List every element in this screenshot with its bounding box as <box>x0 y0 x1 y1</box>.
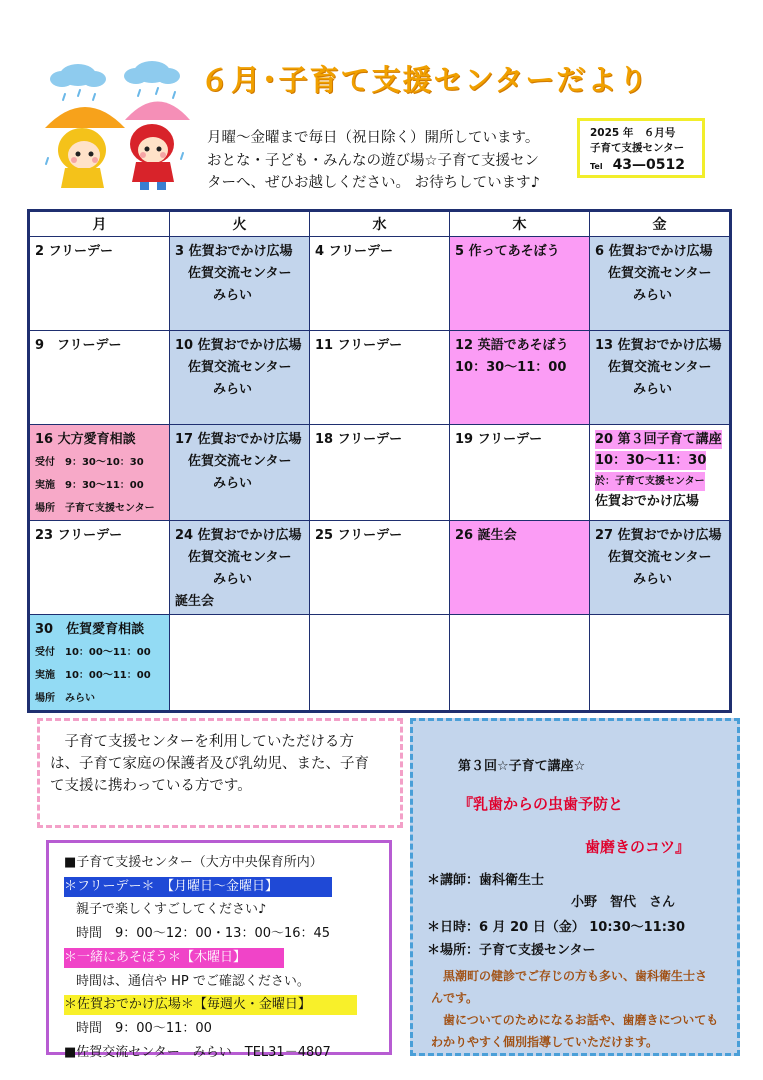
desc-line: 歯についてのためになるお話や、歯磨きについても <box>431 1013 719 1027</box>
issue-info-box <box>577 118 705 178</box>
day-event: 25 フリーデー <box>315 528 403 543</box>
day-cell <box>450 425 590 521</box>
day-cell <box>29 615 170 712</box>
day-event-location: 於：子育て支援センター <box>595 472 705 491</box>
day-event: 27 佐賀おでかけ広場 <box>595 528 722 543</box>
day-event: 23 フリーデー <box>35 528 123 543</box>
day-cell <box>170 521 310 615</box>
weekday-thu: 木 <box>450 211 590 237</box>
day-event-location: みらい <box>633 382 673 397</box>
day-cell <box>170 237 310 331</box>
intro-line: 月曜～金曜まで毎日（祝日除く）開所しています。 <box>207 130 540 146</box>
day-cell <box>170 425 310 521</box>
day-event-location: 佐賀交流センター <box>608 360 712 375</box>
desc-line: 黒潮町の健診でご存じの方も多い、歯科衛生士さ <box>431 969 708 983</box>
saga-center-contact: ■佐賀交流センター みらい TEL31－4807 <box>64 1044 331 1060</box>
center-heading: ■子育て支援センター（大方中央保育所内） <box>64 855 323 870</box>
center-info-box <box>46 840 392 1060</box>
day-event: 佐賀おでかけ広場 <box>595 494 699 509</box>
day-cell-empty <box>450 615 590 712</box>
day-event-location: みらい <box>213 288 253 303</box>
free-day-desc: 親子で楽しくすごしてください♪ <box>76 902 267 918</box>
day-cell <box>29 237 170 331</box>
day-cell <box>590 425 731 521</box>
day-event-detail: 場所 みらい <box>35 693 95 704</box>
day-event-location: みらい <box>633 572 673 587</box>
intro-text <box>207 127 577 195</box>
children-umbrella-illustration <box>40 58 190 193</box>
intro-line: おとな・子ども・みんなの遊び場☆子育て支援セン <box>207 152 539 169</box>
day-event: 2 フリーデー <box>35 244 114 259</box>
june-calendar <box>27 209 732 713</box>
day-event-location: 佐賀交流センター <box>188 266 292 281</box>
week-row <box>29 615 731 712</box>
day-cell <box>310 331 450 425</box>
lecture-date: ＊日時：6 月 20 日（金） 10:30～11:30 <box>427 920 686 935</box>
weekday-header-row <box>29 211 731 237</box>
day-event: 24 佐賀おでかけ広場 <box>175 528 302 543</box>
note-line: は、子育て家庭の保護者及び乳幼児、また、子育 <box>50 756 369 772</box>
day-event: 19 フリーデー <box>455 432 543 447</box>
day-event-location: 佐賀交流センター <box>188 454 292 469</box>
lecture-box <box>410 718 740 1056</box>
day-event: 18 フリーデー <box>315 432 403 447</box>
day-event-detail: 受付 9：30～10：30 <box>35 457 144 468</box>
weekday-tue: 火 <box>170 211 310 237</box>
phone-number <box>590 156 702 176</box>
note-line: 子育て支援センターを利用していただける方 <box>50 734 354 750</box>
day-event: 10 佐賀おでかけ広場 <box>175 338 302 353</box>
lecture-subject: 歯磨きのコツ』 <box>585 838 691 856</box>
day-cell <box>29 331 170 425</box>
day-event: 9 フリーデー <box>35 338 122 353</box>
day-event: 6 佐賀おでかけ広場 <box>595 244 713 259</box>
intro-line: ターへ、ぜひお越しください。 お待ちしています♪ <box>207 175 540 191</box>
day-event-location: みらい <box>213 572 253 587</box>
org-name: 子育て支援センター <box>590 142 685 154</box>
week-row <box>29 425 731 521</box>
issue-date: 2025 年 ６月号 <box>590 127 676 139</box>
day-event: 5 作ってあそぼう <box>455 244 560 259</box>
play-together-desc: 時間は、通信や HP でご確認ください。 <box>76 973 310 989</box>
day-event-location: みらい <box>633 288 673 303</box>
week-row <box>29 521 731 615</box>
lecturer-name: 小野 智代 さん <box>571 895 676 910</box>
day-event: 12 英語であそぼう <box>455 338 569 353</box>
day-event: 11 フリーデー <box>315 338 403 353</box>
day-cell-empty <box>170 615 310 712</box>
week-row <box>29 331 731 425</box>
weekday-fri: 金 <box>590 211 731 237</box>
lecturer-label: ＊講師：歯科衛生士 <box>427 873 545 888</box>
saga-plaza-band: ＊佐賀おでかけ広場＊【毎週火・金曜日】 <box>64 995 357 1015</box>
weekday-wed: 水 <box>310 211 450 237</box>
tel-label: Tel <box>590 162 603 171</box>
day-cell <box>310 425 450 521</box>
day-cell <box>450 237 590 331</box>
tel-value: 43—0512 <box>612 157 686 173</box>
day-event-time: 10：30～11：00 <box>455 360 567 375</box>
day-cell <box>29 521 170 615</box>
lecture-title: 第３回☆子育て講座☆ <box>458 759 586 774</box>
day-event-location: 佐賀交流センター <box>188 360 292 375</box>
day-cell <box>590 331 731 425</box>
day-event: 20 第３回子育て講座 <box>595 432 722 447</box>
eligibility-note <box>37 718 403 828</box>
day-event-detail: 場所 子育て支援センター <box>35 503 155 514</box>
note-line: て支援に携わっている方です。 <box>50 778 252 794</box>
saga-plaza-time: 時間 9：00～11：00 <box>76 1020 212 1036</box>
desc-line: んです。 <box>431 991 479 1005</box>
lecture-subject: 『乳歯からの虫歯予防と <box>458 795 624 813</box>
day-event: 3 佐賀おでかけ広場 <box>175 244 293 259</box>
lecture-description <box>431 965 736 1053</box>
day-cell <box>590 521 731 615</box>
day-cell <box>450 521 590 615</box>
day-cell <box>450 331 590 425</box>
day-cell <box>170 331 310 425</box>
day-cell <box>590 237 731 331</box>
day-event: 13 佐賀おでかけ広場 <box>595 338 722 353</box>
day-event-detail: 実施 9：30～11：00 <box>35 480 144 491</box>
day-event: 26 誕生会 <box>455 528 517 543</box>
day-cell <box>29 425 170 521</box>
day-event-detail: 受付 10：00～11：00 <box>35 647 151 658</box>
free-day-time: 時間 9：00～12：00・13：00～16：45 <box>76 926 331 942</box>
newsletter-title: ６月･子育て支援センターだより <box>200 63 650 97</box>
day-event-location: みらい <box>213 476 253 491</box>
day-event: 17 佐賀おでかけ広場 <box>175 432 302 447</box>
day-event: 16 大方愛育相談 <box>35 432 136 447</box>
day-event: 30 佐賀愛育相談 <box>35 622 145 637</box>
day-event-location: みらい <box>213 382 253 397</box>
desc-line: わかりやすく個別指導していただけます。 <box>431 1035 659 1049</box>
day-cell-empty <box>310 615 450 712</box>
day-event: 4 フリーデー <box>315 244 394 259</box>
day-cell-empty <box>590 615 731 712</box>
day-cell <box>310 237 450 331</box>
lecture-place: ＊場所：子育て支援センター <box>427 943 596 958</box>
day-event-location: 佐賀交流センター <box>608 266 712 281</box>
day-cell <box>310 521 450 615</box>
day-event: 誕生会 <box>175 594 215 609</box>
free-day-band: ＊フリーデー＊ 【月曜日～金曜日】 <box>64 877 332 897</box>
day-event-time: 10：30～11：30 <box>595 453 707 468</box>
play-together-band: ＊一緒にあそぼう＊【木曜日】 <box>64 948 284 968</box>
day-event-detail: 実施 10：00～11：00 <box>35 670 151 681</box>
weekday-mon: 月 <box>29 211 170 237</box>
day-event-location: 佐賀交流センター <box>188 550 292 565</box>
week-row <box>29 237 731 331</box>
day-event-location: 佐賀交流センター <box>608 550 712 565</box>
